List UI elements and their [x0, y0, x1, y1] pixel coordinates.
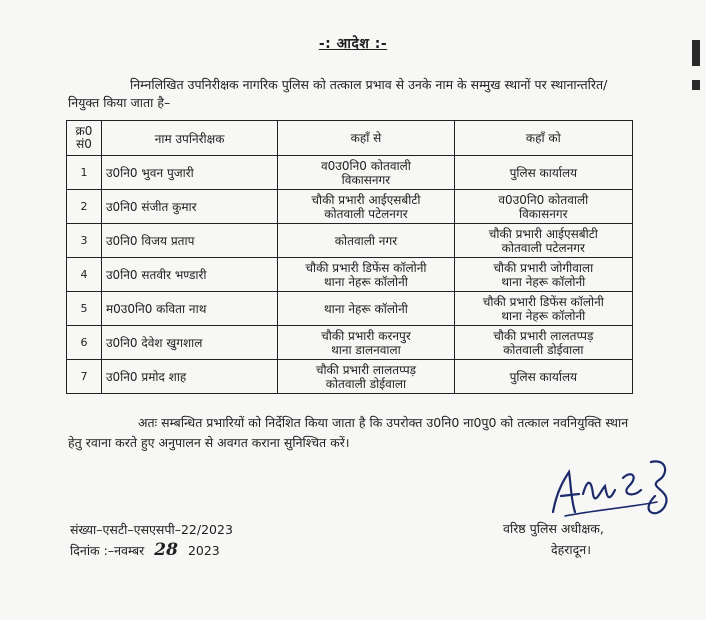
row-to-line: थाना नेहरू कॉलोनी — [501, 274, 586, 289]
row-from-line: थाना डालनवाला — [331, 342, 401, 357]
officer-block — [503, 518, 604, 560]
row-from — [278, 190, 454, 224]
row-to — [454, 224, 632, 258]
row-from — [278, 156, 454, 190]
row-officer-name: उ0नि0 प्रमोद शाह — [101, 360, 277, 394]
row-officer-name: म0उ0नि0 कविता नाथ — [101, 292, 277, 326]
row-to — [454, 326, 632, 360]
table-row — [67, 156, 633, 190]
row-to-line: चौकी प्रभारी लालतप्पड़ — [493, 328, 594, 343]
row-to-line: थाना नेहरू कॉलोनी — [501, 308, 586, 323]
row-from — [278, 258, 454, 292]
row-to — [454, 360, 632, 394]
row-from-line: कोतवाली पटेलनगर — [324, 206, 408, 221]
row-to-line: कोतवाली पटेलनगर — [501, 240, 585, 255]
row-serial: 2 — [67, 190, 102, 224]
signature-mark — [535, 450, 685, 525]
row-from — [278, 224, 454, 258]
row-officer-name: उ0नि0 सतवीर भण्डारी — [101, 258, 277, 292]
row-officer-name: उ0नि0 देवेश खुगशाल — [101, 326, 277, 360]
row-from-line: चौकी प्रभारी आईएसबीटी — [311, 192, 421, 207]
row-from-line: थाना नेहरू कॉलोनी — [324, 274, 408, 289]
table-row — [67, 292, 633, 326]
row-to-line: चौकी प्रभारी जोगीवाला — [493, 260, 594, 275]
row-officer-name: उ0नि0 संजीत कुमार — [101, 190, 277, 224]
row-from-line: कोतवाली डोईवाला — [325, 376, 407, 391]
row-to-line: कोतवाली डोईवाला — [503, 342, 584, 357]
row-to — [454, 292, 632, 326]
row-from-line: चौकी प्रभारी लालतप्पड़ — [315, 362, 417, 377]
date-year: 2023 — [187, 543, 220, 558]
table-row — [67, 258, 633, 292]
row-from — [278, 360, 454, 394]
row-to — [454, 156, 632, 190]
scan-edge-mark — [692, 40, 700, 66]
row-serial: 3 — [67, 224, 102, 258]
row-from-line: कोतवाली नगर — [334, 233, 398, 248]
header-from: कहाँ से — [278, 121, 454, 156]
row-from — [278, 292, 454, 326]
row-serial: 4 — [67, 258, 102, 292]
table-row — [67, 224, 633, 258]
row-officer-name: उ0नि0 विजय प्रताप — [101, 224, 277, 258]
row-serial: 1 — [67, 156, 102, 190]
row-from-line: चौकी प्रभारी डिफेंस कॉलोनी — [305, 260, 427, 275]
header-to: कहाँ को — [454, 121, 632, 156]
date-prefix: दिनांक :–नवम्बर — [70, 543, 145, 558]
row-to-line: विकासनगर — [519, 206, 568, 221]
row-to-line: पुलिस कार्यालय — [509, 165, 578, 180]
table-row — [67, 326, 633, 360]
row-from-line: चौकी प्रभारी करनपुर — [321, 328, 411, 343]
table-header-row — [67, 121, 633, 156]
row-serial: 5 — [67, 292, 102, 326]
row-officer-name: उ0नि0 भुवन पुजारी — [101, 156, 277, 190]
row-to-line: चौकी प्रभारी डिफेंस कॉलोनी — [482, 294, 604, 309]
intro-paragraph: निम्नलिखित उपनिरीक्षक नागरिक पुलिस को तत्काल प्रभाव से उनके नाम के सम्मुख स्थानों पर स्थानान्तरित/नियुक्त किया जाता है– — [68, 77, 608, 110]
date-line — [70, 540, 220, 560]
row-to — [454, 190, 632, 224]
officer-title: वरिष्ठ पुलिस अधीक्षक, — [503, 521, 604, 536]
row-serial: 6 — [67, 326, 102, 360]
row-from-line: थाना नेहरू कॉलोनी — [324, 301, 408, 316]
scan-edge-mark — [692, 80, 700, 90]
row-serial: 7 — [67, 360, 102, 394]
closing-paragraph: अतः सम्बन्धित प्रभारियों को निर्देशित किया जाता है कि उपरोक्त उ0नि0 ना0पु0 को तत्काल नवनियुक्ति स्थान हेतु रवाना करते हुए अनुपालन से अवगत कराना सुनिश्चित करें। — [68, 415, 629, 450]
order-heading — [0, 34, 706, 53]
row-to-line: व0उ0नि0 कोतवाली — [498, 192, 589, 207]
transfer-table — [66, 120, 633, 394]
officer-place: देहरादून। — [551, 542, 591, 557]
header-serial: क्र0 सं0 — [67, 121, 102, 156]
row-to-line: चौकी प्रभारी आईएसबीटी — [488, 226, 598, 241]
table-row — [67, 190, 633, 224]
row-from-line: व0उ0नि0 कोतवाली — [320, 158, 411, 173]
reference-number: संख्या–एसटी–एसएसपी–22/2023 — [70, 522, 233, 537]
row-to-line: पुलिस कार्यालय — [509, 369, 578, 384]
row-to — [454, 258, 632, 292]
row-from-line: विकासनगर — [341, 172, 391, 187]
header-name: नाम उपनिरीक्षक — [101, 121, 277, 156]
order-heading-text: -: आदेश :- — [318, 36, 388, 52]
date-day-handwritten: 28 — [154, 540, 178, 560]
table-row — [67, 360, 633, 394]
row-from — [278, 326, 454, 360]
